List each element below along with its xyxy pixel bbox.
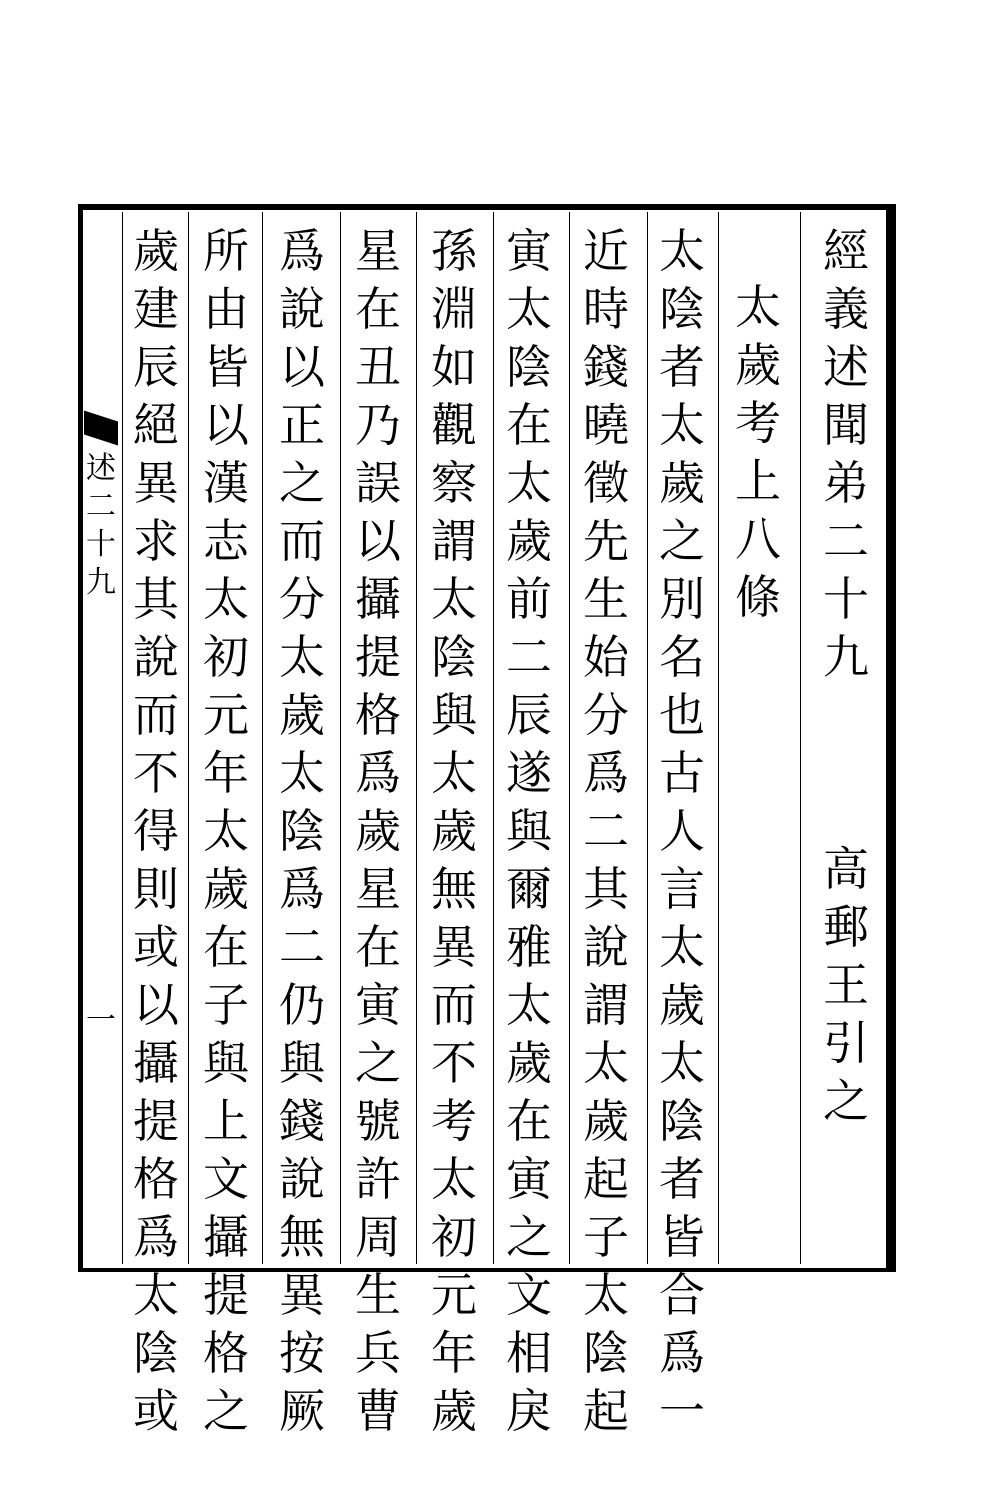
gutter-page-number: 一 (86, 1003, 116, 1038)
text-column-8: 歲建辰絕異求其說而不得則或以攝提格爲太陰或 (133, 224, 179, 1438)
section-subtitle: 太歲考上八條 (735, 280, 781, 624)
author-name: 高郵王引之 (823, 842, 869, 1128)
book-title: 經義述聞弟二十九 (823, 224, 869, 684)
gutter-volume-label: 述二十九 (86, 451, 116, 600)
column-rule (340, 212, 341, 1264)
column-rule (647, 212, 648, 1264)
column-rule (493, 212, 494, 1264)
text-column-3: 寅太陰在太歲前二辰遂與爾雅太歲在寅之文相戾 (506, 224, 552, 1438)
column-rule (718, 212, 719, 1264)
column-rule (800, 212, 801, 1264)
column-rule (262, 212, 263, 1264)
text-column-7: 所由皆以漢志太初元年太歲在子與上文攝提格之 (203, 224, 249, 1438)
column-rule (569, 212, 570, 1264)
fish-tail-mark (84, 410, 118, 445)
column-rule (416, 212, 417, 1264)
text-column-1: 太陰者太歲之別名也古人言太歲太陰者皆合爲一 (659, 224, 705, 1438)
frame-top-border (78, 204, 896, 210)
text-column-6: 爲說以正之而分太歲太陰爲二仍與錢說無異按厥 (279, 224, 325, 1438)
frame-left-border (78, 204, 83, 1272)
column-rule (188, 212, 189, 1264)
column-rule (122, 212, 123, 1264)
frame-right-border (886, 204, 896, 1272)
text-column-4: 孫淵如觀察謂太陰與太歲無異而不考太初元年歲 (431, 224, 477, 1438)
text-column-5: 星在丑乃誤以攝提格爲歲星在寅之號許周生兵曹 (355, 224, 401, 1438)
text-column-2: 近時錢曉徵先生始分爲二其說謂太歲起子太陰起 (583, 224, 629, 1438)
